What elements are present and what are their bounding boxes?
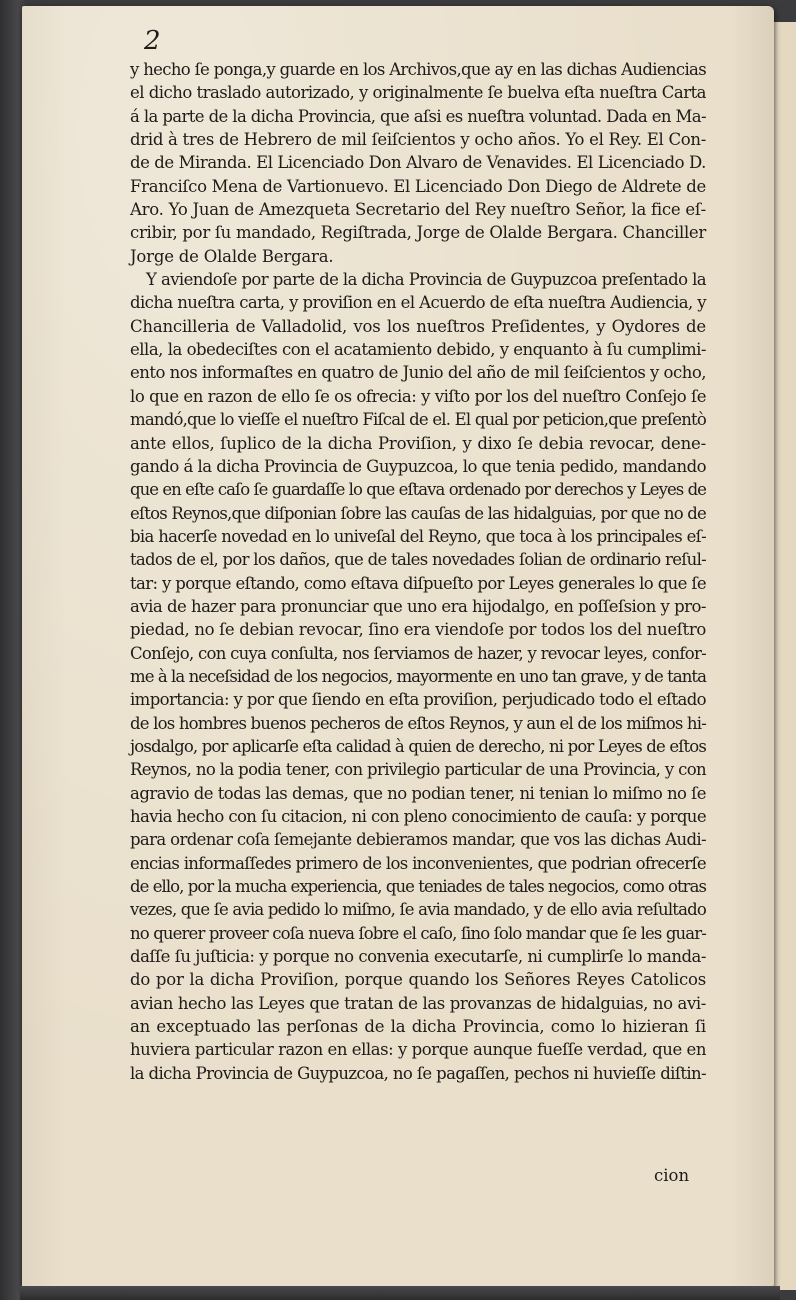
text-line: de los hombres buenos pecheros de eſtos Reynos, y aun el de los miſmos hi- (130, 713, 706, 733)
text-line: josdalgo, por aplicarſe eſta calidad à quien de derecho, ni por Leyes de eſtos (130, 736, 706, 756)
text-line: agravio de todas las demas, que no podian tener, ni tenian lo miſmo no ſe (130, 783, 706, 803)
text-line: ella, la obedeciſtes con el acatamiento debido, y enquanto à ſu cumplimi- (130, 340, 706, 360)
text-line: que en eſte caſo ſe guardaſſe lo que eſtava ordenado por derechos y Leyes de (130, 480, 706, 500)
text-line: Jorge de Olalde Bergara. (130, 246, 334, 266)
text-line: de ello, por la mucha experiencia, que teniades de tales negocios, como otras (130, 877, 706, 897)
text-line: avian hecho las Leyes que tratan de las provanzas de hidalguias, no avi- (130, 993, 706, 1013)
text-line: do por la dicha Proviſion, porque quando los Señores Reyes Catolicos (130, 970, 706, 990)
text-line: havia hecho con ſu citacion, ni con pleno conocimiento de cauſa: y porque (130, 807, 706, 826)
scan-bottom-edge (20, 1286, 780, 1300)
text-line: drid à tres de Hebrero de mil ſeiſcientos y ocho años. Yo el Rey. El Con- (130, 130, 706, 150)
text-line: cribir, por ſu mandado, Regiſtrada, Jorge de Olalde Bergara. Chanciller (130, 223, 706, 243)
text-line: tados de el, por los daños, que de tales novedades ſolian de ordinario reſul- (130, 550, 706, 570)
text-line: daſſe ſu juſticia: y porque no convenia executarſe, ni cumplirſe lo manda- (130, 947, 706, 967)
text-line: la dicha Provincia de Guypuzcoa, no ſe pagaſſen, pechos ni huvieſſe diſtin- (130, 1063, 706, 1083)
text-line: Franciſco Mena de Vartionuevo. El Licenciado Don Diego de Aldrete de (130, 176, 706, 196)
text-line: me à la neceſsidad de los negocios, mayormente en uno tan grave, y de tanta (130, 666, 706, 686)
text-line: Chancilleria de Valladolid, vos los nueſtros Preſidentes, y Oydores de (130, 316, 706, 336)
text-line: lo que en razon de ello ſe os ofrecia: y viſto por los del nueſtro Conſejo ſe (130, 386, 706, 406)
text-line: bia hacerſe novedad en lo univeſal del Reyno, que toca à los principales eſ- (130, 526, 706, 546)
text-line: ante ellos, ſuplico de la dicha Proviſion, y dixo ſe debia revocar, dene- (130, 433, 706, 453)
adjacent-page-edge (772, 22, 796, 1290)
text-line: vezes, que ſe avia pedido lo miſmo, ſe avia mandado, y de ello avia reſultado (130, 900, 706, 920)
body-text (130, 58, 706, 1085)
text-line: an exceptuado las perſonas de la dicha Provincia, como lo hizieran ſi (130, 1017, 706, 1037)
text-line: importancia: y por que ſiendo en eſta proviſion, perjudicado todo el eſtado (130, 690, 706, 710)
text-line: mandó,que lo vieſſe el nueſtro Fiſcal de el. El qual por peticion,que preſentò (130, 410, 706, 430)
text-line: Conſejo, con cuya conſulta, nos ſerviamos de hazer, y revocar leyes, confor- (130, 643, 706, 663)
text-line: para ordenar coſa ſemejante debieramos mandar, que vos las dichas Audi- (130, 830, 706, 850)
text-line: y hecho ſe ponga,y guarde en los Archivos,que ay en las dichas Audiencias (130, 60, 706, 79)
text-line: huviera particular razon en ellas: y porque aunque fueſſe verdad, que en (130, 1040, 706, 1060)
text-line: ento nos informaſtes en quatro de Junio del año de mil ſeiſcientos y ocho, (130, 363, 706, 383)
text-line: tar: y porque eſtando, como eſtava diſpueſto por Leyes generales lo que ſe (130, 573, 706, 593)
text-line: encias informaſſedes primero de los inconvenientes, que podrian ofrecerſe (130, 853, 706, 873)
text-line: Aro. Yo Juan de Amezqueta Secretario del Rey nueſtro Señor, la fice eſ- (130, 200, 706, 220)
text-line: Reynos, no la podia tener, con privilegio particular de una Provincia, y con (130, 760, 706, 780)
catchword: cion (654, 1166, 690, 1185)
page-number: 2 (144, 26, 161, 56)
text-line: gando á la dicha Provincia de Guypuzcoa, lo que tenia pedido, mandando (130, 456, 706, 476)
text-line: á la parte de la dicha Provincia, que aſsi es nueſtra voluntad. Dada en Ma- (130, 106, 706, 126)
paragraph-start-line: Y aviendoſe por parte de la dicha Provincia de Guypuzcoa preſentado la (146, 270, 706, 290)
text-line: avia de hazer para pronunciar que uno era hijodalgo, en poſſeſsion y pro- (130, 596, 706, 616)
text-line: no querer proveer coſa nueva ſobre el caſo, ſino ſolo mandar que ſe les guar- (130, 923, 706, 943)
text-line: eſtos Reynos,que diſponian ſobre las cauſas de las hidalguias, por que no de (130, 503, 706, 523)
text-line: de de Miranda. El Licenciado Don Alvaro de Venavides. El Licenciado D. (130, 153, 706, 173)
text-line: dicha nueſtra carta, y proviſion en el Acuerdo de eſta nueſtra Audiencia, y (130, 293, 706, 313)
text-line: piedad, no ſe debian revocar, ſino era viendoſe por todos los del nueſtro (130, 620, 706, 640)
text-line: el dicho traslado autorizado, y originalmente ſe buelva eſta nueſtra Carta (130, 83, 706, 103)
